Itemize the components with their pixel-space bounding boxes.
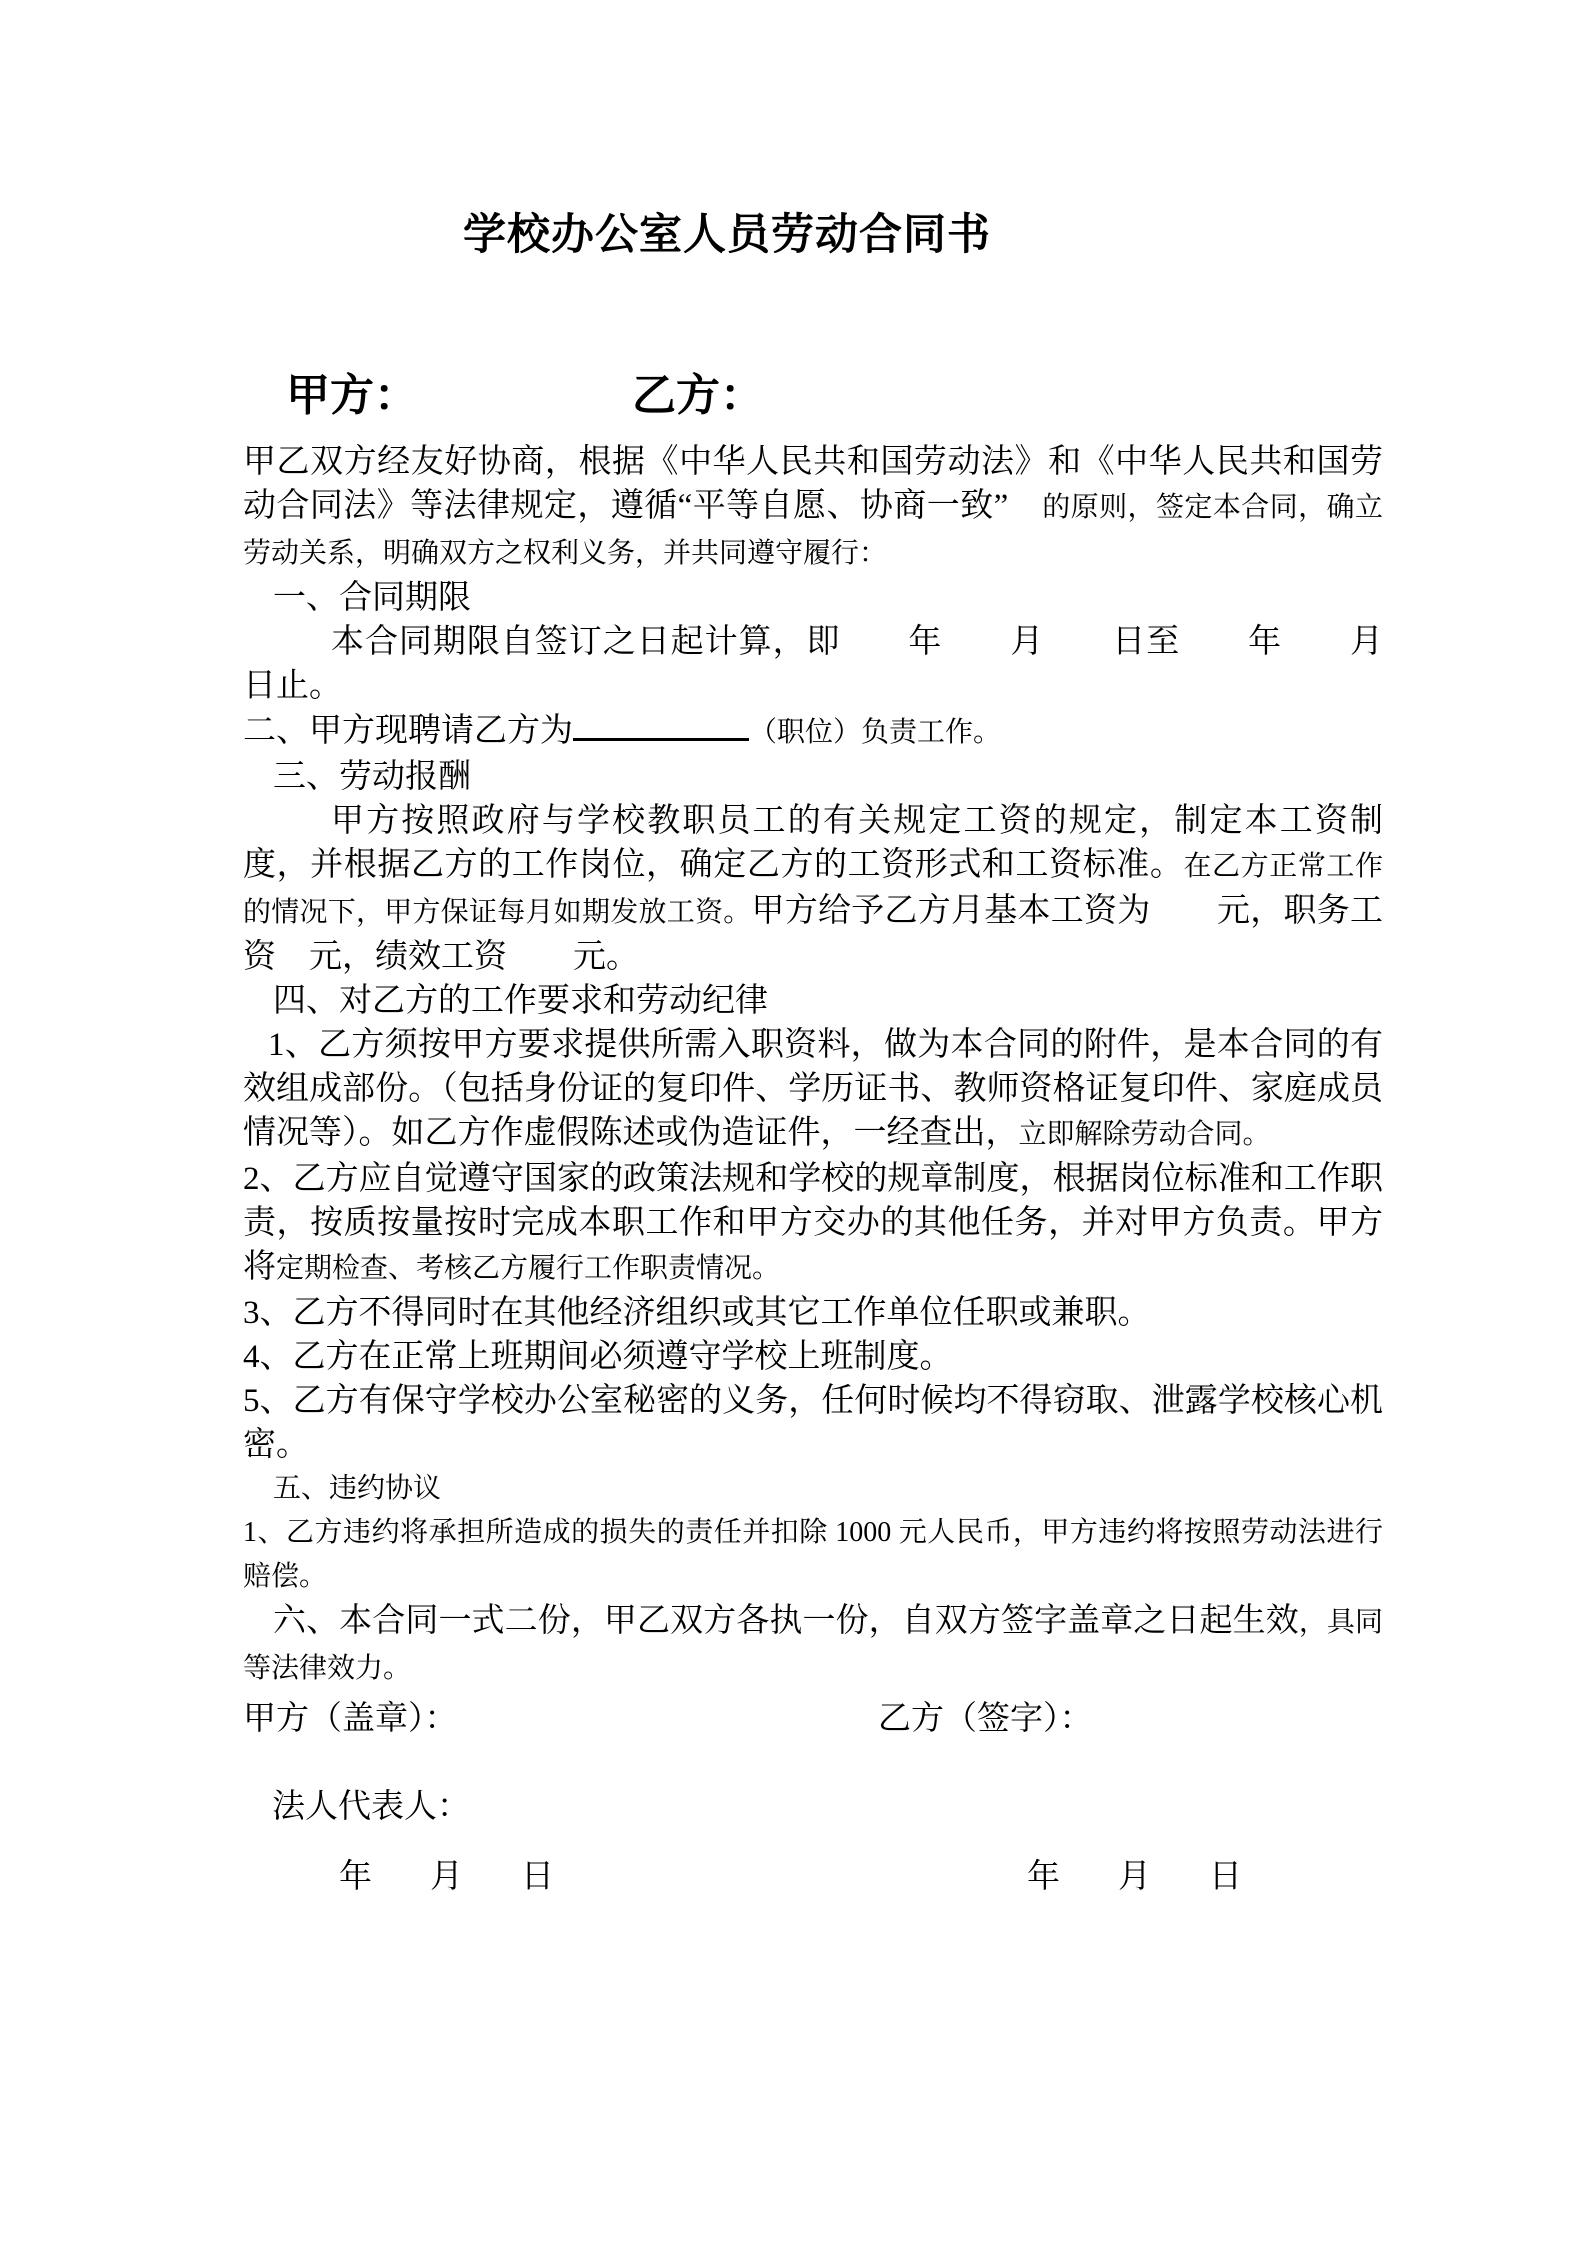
date-year-label: 年	[1027, 1859, 1060, 1895]
section4-item-1	[243, 1023, 1383, 1157]
date-month-label: 月	[1118, 1859, 1151, 1895]
section4-item-2	[243, 1157, 1383, 1291]
section4-item1-text: 1、乙方须按甲方要求提供所需入职资料，做为本合同的附件，是本合同的有效组成部份。（包括身份证的复印件、学历证书、教师资格证复印件、家庭成员情况等）。如乙方作虚假陈述或伪造证件，一经查出，	[243, 1027, 1383, 1151]
section2-clause	[243, 708, 1383, 755]
party-b-label: 乙方：	[632, 371, 764, 420]
section4-heading: 四、对乙方的工作要求和劳动纪律	[273, 983, 768, 1019]
salary-text-2: 在乙方正常工作的情况下，甲方保证每月如期发放工资。	[243, 851, 1383, 928]
date-year-label: 年	[339, 1859, 372, 1895]
section6-clause	[243, 1599, 1383, 1691]
section6-clause-text: 六、本合同一式二份，甲乙双方各执一份，自双方签字盖章之日起生效	[273, 1603, 1299, 1639]
preamble-paragraph	[243, 440, 1383, 576]
section5-heading: 五、违约协议	[273, 1473, 442, 1504]
section4-item2-text: 2、乙方应自觉遵守国家的政策法规和学校的规章制度，根据岗位标准和工作职责，按质按量按时完成本职工作和甲方交办的其他任务，并对甲方负责。甲方将	[243, 1161, 1383, 1285]
date-month-label: 月	[430, 1859, 463, 1895]
salary-text-1: 甲方按照政府与学校教职员工的有关规定工资的规定，制定本工资制度，并根据乙方的工作岗位，确定乙方的工资形式和工资标准。	[243, 803, 1383, 883]
position-blank-underline	[573, 708, 749, 741]
document-title: 学校办公室人员劳动合同书	[463, 211, 991, 259]
section6-clause-text-small: ，具同等法律效力。	[243, 1607, 1383, 1684]
section4-item2-text-small: 定期检查、考核乙方履行工作职责情况。	[276, 1253, 781, 1284]
section2-clause-prefix: 二、甲方现聘请乙方为	[243, 713, 573, 749]
salary-text-3: 甲方给予乙方月基本工资为 元，职务工资 元，绩效工资 元。	[243, 893, 1383, 975]
contract-body	[243, 440, 1449, 1691]
section1-term-clause: 本合同期限自签订之日起计算，即 年 月 日至 年 月 日止。	[243, 624, 1449, 704]
party-a-label: 甲方：	[286, 371, 418, 420]
preamble-text: 甲乙双方经友好协商，根据《中华人民共和国劳动法》和《中华人民共和国劳动合同法》等法律规定，遵循“平等自愿、协商一致”	[243, 444, 1383, 524]
section3-heading: 三、劳动报酬	[273, 759, 471, 795]
section4-item-4: 4、乙方在正常上班期间必须遵守学校上班制度。	[243, 1339, 953, 1375]
date-day-label: 日	[521, 1859, 554, 1895]
party-b-sign-label: 乙方（签字）：	[878, 1701, 1093, 1737]
section5-item-1: 1、乙方违约将承担所造成的损失的责任并扣除 1000 元人民币，甲方违约将按照劳动法进行赔偿。	[243, 1517, 1383, 1592]
section2-clause-suffix: （职位）负责工作。	[749, 717, 1002, 748]
section4-item1-text-small: 立即解除劳动合同。	[1018, 1119, 1271, 1150]
legal-representative-label: 法人代表人：	[272, 1789, 470, 1825]
section1-heading: 一、合同期限	[273, 580, 471, 616]
section4-item-3: 3、乙方不得同时在其他经济组织或其它工作单位任职或兼职。	[243, 1295, 1151, 1331]
date-day-label: 日	[1209, 1859, 1242, 1895]
section3-salary-clause	[243, 799, 1383, 979]
section4-item-5: 5、乙方有保守学校办公室秘密的义务，任何时候均不得窃取、泄露学校核心机密。	[243, 1383, 1383, 1463]
preamble-text-small: 的原则，签定本合同，确立劳动关系，明确双方之权利义务，并共同遵守履行：	[243, 492, 1383, 569]
party-a-seal-label: 甲方（盖章）：	[243, 1701, 458, 1737]
date-line-party-b	[1027, 1858, 1242, 1898]
date-line-party-a	[339, 1858, 554, 1898]
